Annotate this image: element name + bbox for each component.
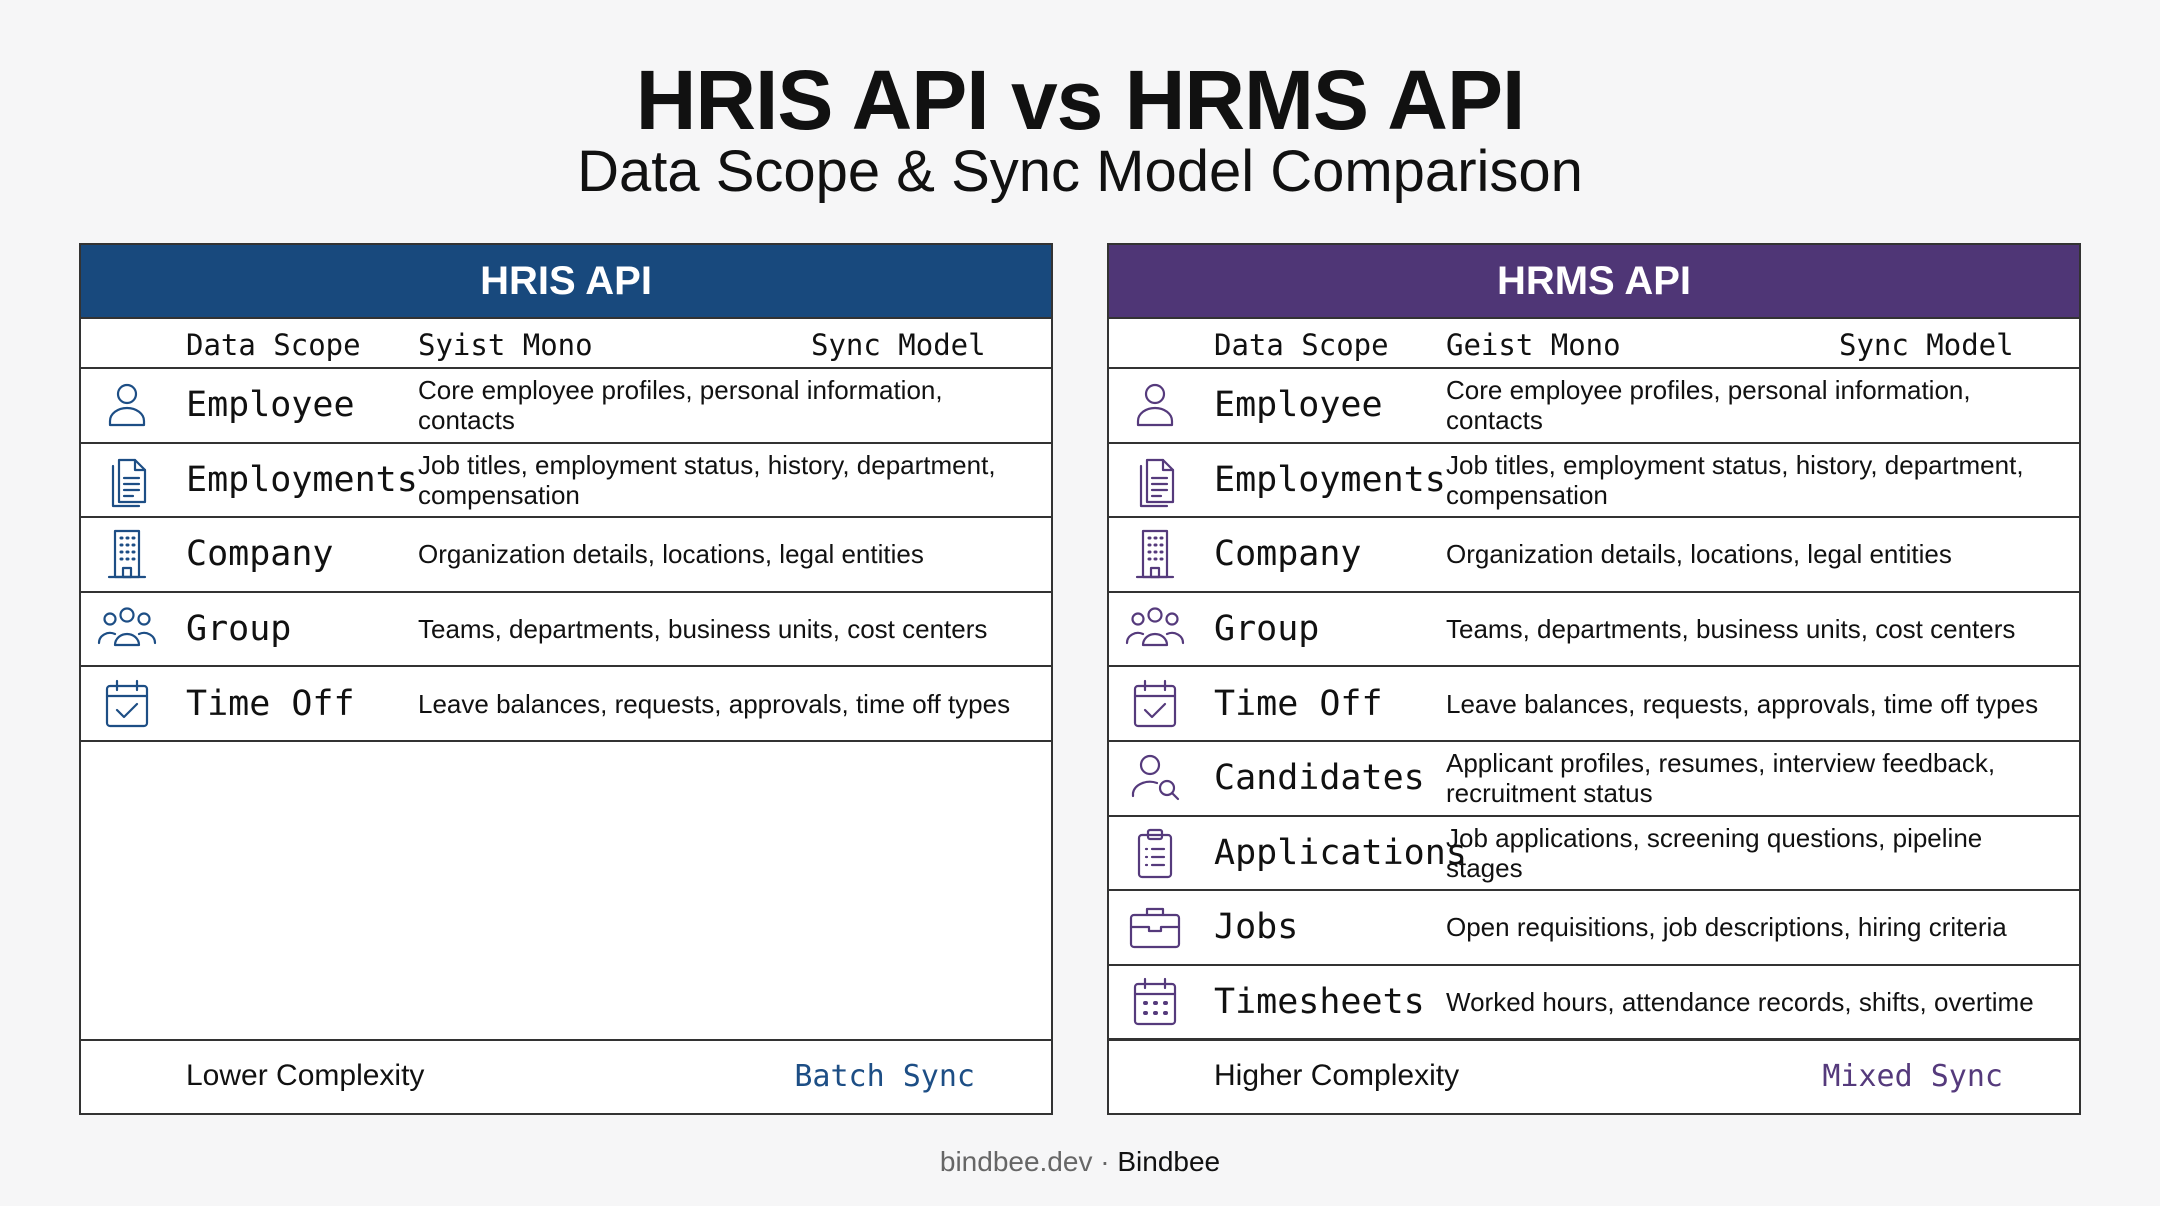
scope-row [1109,966,2079,1041]
scope-name: Employments [1214,459,1446,500]
panel-header: HRMS API [1109,245,2079,319]
scope-row [1109,369,2079,444]
column-header: Data Scope [186,328,361,362]
scope-name: Candidates [1214,758,1425,799]
calendar-check-icon [1123,676,1187,732]
footer [0,1146,2160,1178]
person-icon [95,377,159,433]
scope-row [1109,444,2079,519]
clipboard-icon [1123,825,1187,881]
person-icon [1123,377,1187,433]
scope-row [81,518,1051,593]
scope-row [81,667,1051,742]
scope-description: Organization details, locations, legal entities [418,539,924,570]
page-title: HRIS API vs HRMS API [635,53,1525,147]
calendar-check-icon [95,676,159,732]
scope-name: Company [1214,534,1362,575]
scope-row [81,444,1051,519]
scope-row [1109,742,2079,817]
footer-brand: Bindbee [1117,1146,1221,1177]
scope-name: Company [186,534,334,575]
column-header: Geist Mono [1446,328,1621,362]
column-header: Syist Mono [418,328,593,362]
building-icon [1123,526,1187,582]
page-subtitle: Data Scope & Sync Model Comparison [577,139,1583,204]
scope-name: Group [1214,609,1320,650]
person-search-icon [1123,750,1187,806]
scope-description: Job applications, screening questions, pipeline stages [1446,822,1983,883]
scope-name: Employments [186,459,418,500]
scope-name: Time Off [1214,683,1383,724]
calendar-grid-icon [1123,974,1187,1030]
scope-description: Core employee profiles, personal information, contacts [418,375,943,436]
scope-name: Jobs [1214,907,1299,948]
scope-description: Open requisitions, job descriptions, hiring criteria [1446,912,2007,943]
scope-rows [1109,369,2079,1040]
panel-footer [81,1039,1051,1113]
group-icon [1123,601,1187,657]
scope-description: Job titles, employment status, history, department, compensation [418,449,996,510]
column-header-row [81,319,1051,369]
scope-description: Core employee profiles, personal information, contacts [1446,375,1971,436]
scope-description: Applicant profiles, resumes, interview feedback, recruitment status [1446,748,1996,809]
scope-name: Time Off [186,683,355,724]
scope-name: Timesheets [1214,982,1425,1023]
scope-row [1109,667,2079,742]
briefcase-icon [1123,899,1187,955]
column-header: Sync Model [811,328,986,362]
scope-description: Leave balances, requests, approvals, time off types [418,688,1011,719]
column-header: Data Scope [1214,328,1389,362]
sync-model-label: Mixed Sync [1822,1059,2003,1094]
document-icon [95,452,159,508]
document-icon [1123,452,1187,508]
panel-footer [1109,1039,2079,1113]
scope-name: Applications [1214,832,1467,873]
scope-name: Employee [186,385,355,426]
scope-description: Job titles, employment status, history, department, compensation [1446,449,2024,510]
scope-rows [81,369,1051,742]
scope-description: Organization details, locations, legal entities [1446,539,1952,570]
scope-row [81,369,1051,444]
panel-header: HRIS API [81,245,1051,319]
scope-description: Leave balances, requests, approvals, time off types [1446,688,2039,719]
hris-panel [79,243,1053,1115]
hrms-panel [1107,243,2081,1115]
sync-model-label: Batch Sync [794,1059,975,1094]
complexity-label: Higher Complexity [1214,1059,1460,1092]
column-header: Sync Model [1839,328,2014,362]
scope-row [1109,518,2079,593]
footer-domain: bindbee.dev [939,1146,1093,1177]
scope-row [1109,593,2079,668]
scope-row [1109,817,2079,892]
building-icon [95,526,159,582]
column-header-row [1109,319,2079,369]
scope-row [81,593,1051,668]
scope-description: Teams, departments, business units, cost centers [418,614,988,645]
scope-name: Employee [1214,385,1383,426]
group-icon [95,601,159,657]
scope-row [1109,891,2079,966]
scope-description: Worked hours, attendance records, shifts, overtime [1446,987,2034,1018]
scope-description: Teams, departments, business units, cost centers [1446,614,2016,645]
scope-name: Group [186,609,292,650]
complexity-label: Lower Complexity [186,1059,425,1092]
footer-separator: · [1100,1146,1110,1177]
